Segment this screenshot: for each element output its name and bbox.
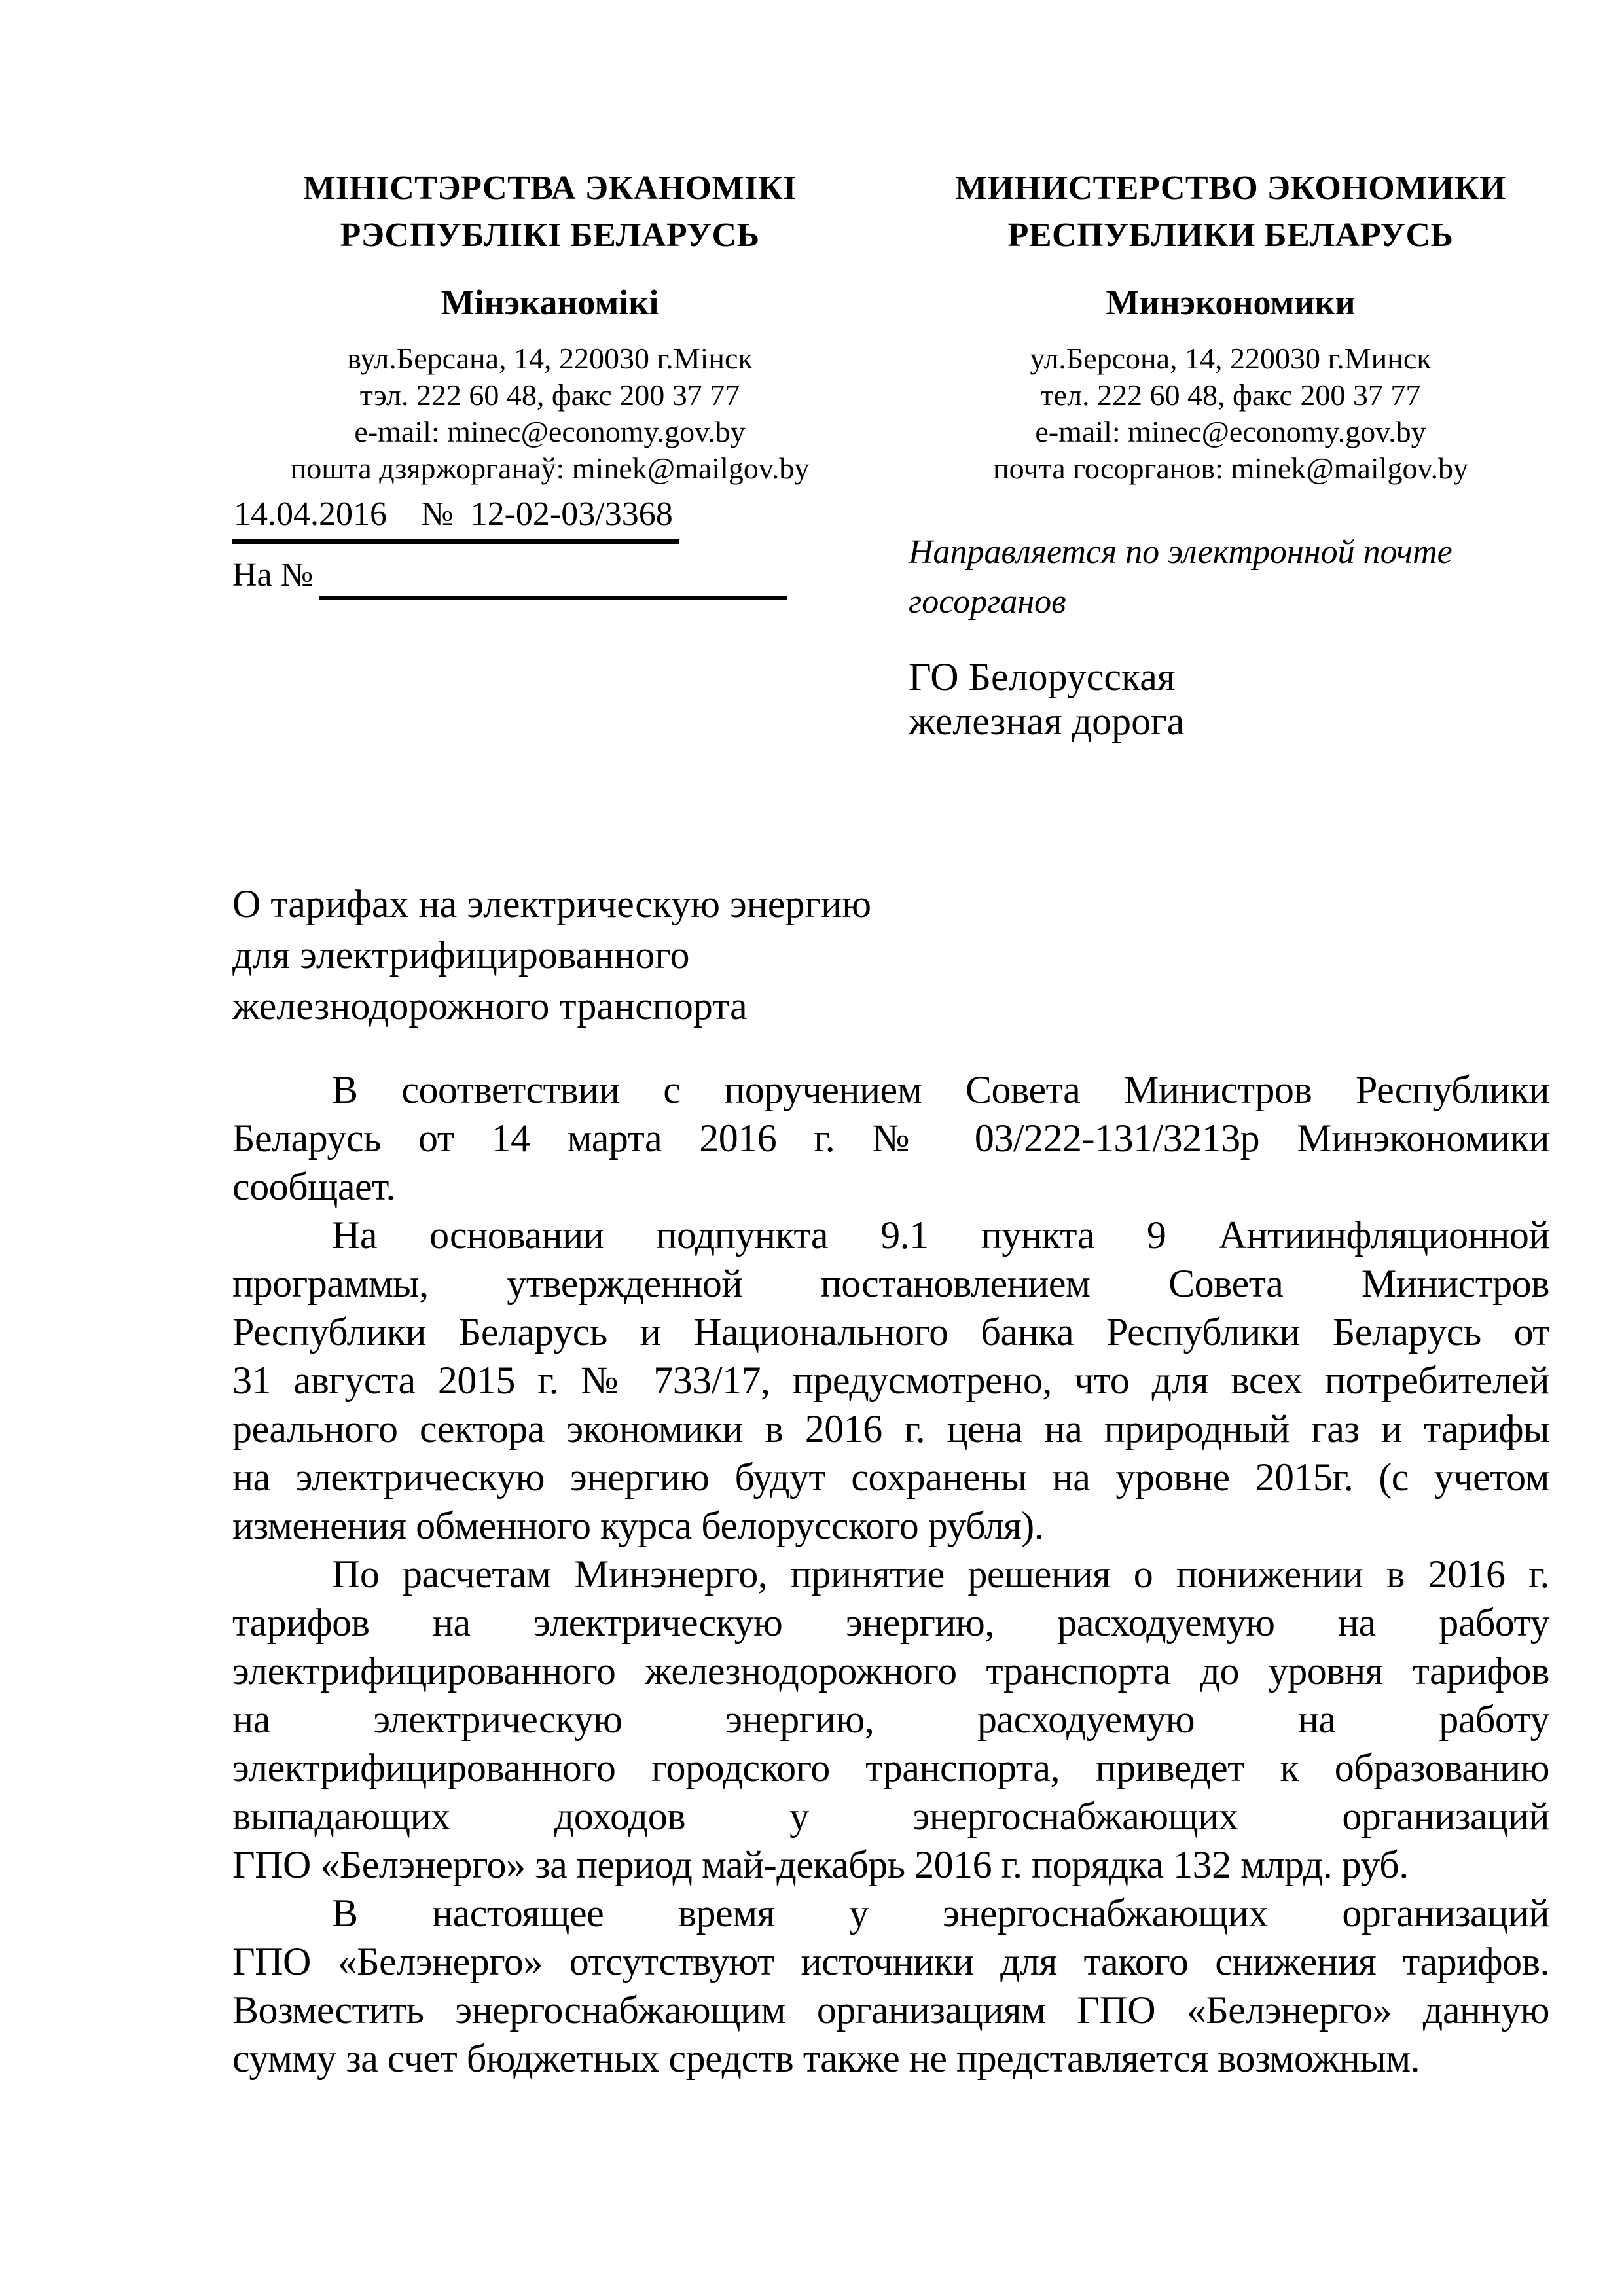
letter-body bbox=[232, 1066, 1549, 2083]
body-paragraph-4 bbox=[232, 1889, 1549, 2083]
org-email-line: e-mail: minec@economy.gov.by bbox=[1035, 415, 1426, 448]
body-paragraph-2 bbox=[232, 1211, 1549, 1550]
reply-number-blank-line bbox=[319, 567, 787, 600]
org-address-block bbox=[216, 340, 884, 487]
body-paragraph-3 bbox=[232, 1550, 1549, 1889]
addressee-line: ГО Белорусская bbox=[909, 655, 1176, 698]
delivery-note-line: Направляется по электронной почте bbox=[909, 533, 1453, 571]
org-name-line: РЕСПУБЛИКИ БЕЛАРУСЬ bbox=[1007, 217, 1454, 254]
subject-block bbox=[232, 878, 1149, 1031]
delivery-note-line: госорганов bbox=[909, 583, 1066, 620]
reply-to-label: На № bbox=[232, 556, 314, 594]
subject-line: О тарифах на электрическую энергию bbox=[232, 882, 872, 925]
addressee-line: железная дорога bbox=[909, 700, 1185, 743]
addressee-block bbox=[909, 655, 1184, 744]
body-line: Возместить энергоснабжающим организациям ГПО «Белэнерго» данную bbox=[232, 1988, 1549, 2032]
org-gov-mail-line: почта госорганов: minek@mailgov.by bbox=[993, 452, 1468, 485]
delivery-method-note bbox=[909, 528, 1602, 627]
body-line: сообщает. bbox=[232, 1165, 395, 1208]
org-phone-line: тел. 222 60 48, факс 200 37 77 bbox=[1040, 378, 1421, 412]
org-name-line: МІНІСТЭРСТВА ЭКАНОМІКІ bbox=[303, 170, 797, 207]
body-line: реального сектора экономики в 2016 г. цена на природный газ и тарифы bbox=[232, 1407, 1549, 1450]
body-line: 31 августа 2015 г. № 733/17, предусмотрено, что для всех потребителей bbox=[232, 1359, 1549, 1402]
body-line: На основании подпункта 9.1 пункта 9 Антиинфляционной bbox=[332, 1213, 1549, 1257]
reply-to-line bbox=[232, 556, 787, 600]
reference-block bbox=[232, 495, 787, 600]
body-line: Республики Беларусь и Национального банка Республики Беларусь от bbox=[232, 1310, 1549, 1354]
body-paragraph-1 bbox=[232, 1066, 1549, 1211]
org-address-block bbox=[903, 340, 1558, 487]
body-line: электрифицированного железнодорожного транспорта до уровня тарифов bbox=[232, 1649, 1549, 1693]
org-email-line: e-mail: minec@economy.gov.by bbox=[354, 415, 746, 448]
body-line: тарифов на электрическую энергию, расходуемую на работу bbox=[232, 1601, 1549, 1644]
org-address-line: вул.Берсана, 14, 220030 г.Мінск bbox=[347, 342, 753, 375]
body-line: выпадающих доходов у энергоснабжающих организаций bbox=[232, 1795, 1549, 1838]
body-line: на электрическую энергию, расходуемую на работу bbox=[232, 1698, 1549, 1741]
org-name-line: РЭСПУБЛІКІ БЕЛАРУСЬ bbox=[340, 217, 760, 254]
body-line: программы, утвержденной постановлением Совета Министров bbox=[232, 1262, 1549, 1305]
subject-line: для электрифицированного bbox=[232, 933, 690, 977]
body-line: электрифицированного городского транспорта, приведет к образованию bbox=[232, 1746, 1549, 1789]
org-short-name: Минэкономики bbox=[1106, 283, 1356, 322]
body-line: ГПО «Белэнерго» за период май-декабрь 2016 г. порядка 132 млрд. руб. bbox=[232, 1843, 1409, 1886]
body-line: В настоящее время у энергоснабжающих организаций bbox=[332, 1892, 1549, 1935]
org-address-line: ул.Берсона, 14, 220030 г.Минск bbox=[1030, 342, 1432, 375]
body-line: сумму за счет бюджетных средств также не представляется возможным. bbox=[232, 2037, 1420, 2080]
letterhead-russian bbox=[903, 165, 1558, 487]
body-line: По расчетам Минэнерго, принятие решения о понижении в 2016 г. bbox=[332, 1552, 1549, 1596]
letterhead-belarusian bbox=[216, 165, 884, 487]
subject-line: железнодорожного транспорта bbox=[232, 984, 748, 1028]
org-short-name: Мінэканомікі bbox=[441, 283, 659, 322]
body-line: Беларусь от 14 марта 2016 г. № 03/222-131/3213р Минэкономики bbox=[232, 1117, 1549, 1160]
body-line: ГПО «Белэнерго» отсутствуют источники для такого снижения тарифов. bbox=[232, 1940, 1549, 1983]
body-line: изменения обменного курса белорусского рубля). bbox=[232, 1504, 1044, 1547]
org-phone-line: тэл. 222 60 48, факс 200 37 77 bbox=[359, 378, 740, 412]
outgoing-date-number: 14.04.2016 № 12-02-03/3368 bbox=[232, 495, 679, 544]
body-line: В соответствии с поручением Совета Министров Республики bbox=[332, 1068, 1549, 1111]
body-line: на электрическую энергию будут сохранены на уровне 2015г. (с учетом bbox=[232, 1456, 1549, 1499]
org-gov-mail-line: пошта дзяржорганаў: minek@mailgov.by bbox=[290, 452, 810, 485]
org-name-line: МИНИСТЕРСТВО ЭКОНОМИКИ bbox=[955, 170, 1506, 207]
